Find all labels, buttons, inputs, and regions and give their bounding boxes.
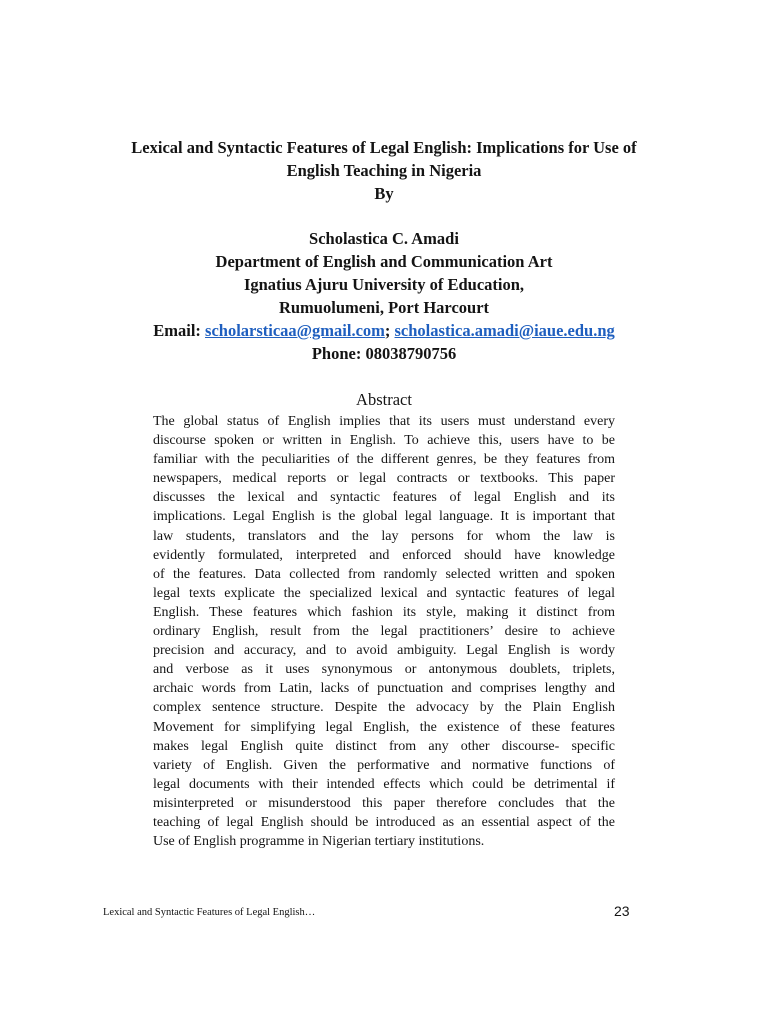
abstract-line: English. These features which fashion its style, making it distinct from [153,604,615,620]
abstract-line: of the features. Data collected from randomly selected written and spoken [153,566,615,582]
author-location: Rumuolumeni, Port Harcourt [278,298,490,317]
author-block [90,227,678,365]
abstract-line: legal documents with their intended effects which could be detrimental if [153,776,615,792]
abstract-line: law students, translators and the lay persons for whom the law is [153,528,615,544]
abstract-line: archaic words from Latin, lacks of punctuation and comprises lengthy and [153,681,615,697]
abstract-line: The global status of English implies that its users must understand every [153,414,615,429]
abstract-line: complex sentence structure. Despite the advocacy by the Plain English [153,700,615,716]
abstract-line: familiar with the peculiarities of the different genres, be they features from [153,452,615,468]
abstract-line: ordinary English, result from the legal practitioners’ desire to achieve [153,624,615,640]
email-link-gmail[interactable]: scholarsticaa@gmail.com [205,321,385,340]
abstract-line: misinterpreted or misunderstood this paper therefore concludes that the [153,795,615,811]
abstract-body [153,412,615,851]
abstract-heading: Abstract [356,390,412,409]
abstract-line: implications. Legal English is the global legal language. It is important that [153,509,615,525]
abstract-line: teaching of legal English should be introduced as an essential aspect of the [153,814,615,830]
abstract-line: Use of English programme in Nigerian tertiary institutions. [153,834,485,850]
author-department: Department of English and Communication Art [215,252,553,271]
email-label: Email: [153,321,201,340]
footer-running-title: Lexical and Syntactic Features of Legal English… [103,907,316,918]
email-link-institutional[interactable]: scholastica.amadi@iaue.edu.ng [394,321,615,340]
abstract-line: newspapers, medical reports or legal contracts or textbooks. This paper [153,471,615,487]
abstract-line: precision and accuracy, and to avoid ambiguity. Legal English is wordy [153,643,615,659]
abstract-line: and verbose as it uses synonymous or antonymous doublets, triplets, [153,662,615,678]
paper-title-line-1: Lexical and Syntactic Features of Legal English: Implications for Use of [131,138,637,157]
author-institution: Ignatius Ajuru University of Education, [243,275,525,294]
abstract-line: evidently formulated, interpreted and enforced should have knowledge [153,547,615,563]
abstract-line: discusses the lexical and syntactic features of legal English and its [153,490,615,506]
email-separator: ; [384,321,391,340]
by-line: By [374,184,394,203]
abstract-line: discourse spoken or written in English. To achieve this, users have to be [153,433,615,449]
page-number: 23 [614,903,630,919]
author-email-line [90,319,678,342]
author-name: Scholastica C. Amadi [309,229,459,248]
abstract-line: Movement for simplifying legal English, the existence of these features [153,719,615,735]
abstract-line: makes legal English quite distinct from any other discourse- specific [153,738,615,754]
paper-header [90,136,678,205]
author-phone: Phone: 08038790756 [311,344,457,363]
paper-title-line-2: English Teaching in Nigeria [286,161,482,180]
abstract-line: legal texts explicate the specialized lexical and syntactic features of legal [153,585,615,601]
abstract-line: variety of English. Given the performative and normative functions of [153,757,615,773]
